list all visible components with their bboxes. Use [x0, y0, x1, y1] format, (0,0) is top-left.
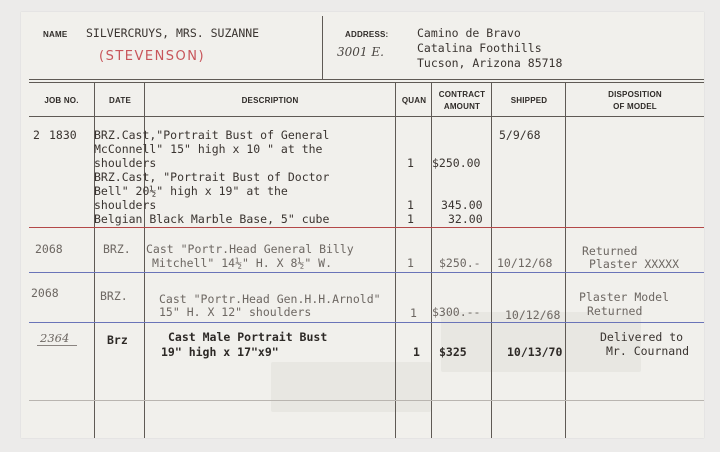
column-of-model: OF MODEL	[613, 102, 657, 111]
row1-quantity: 1	[407, 212, 414, 226]
column-quan: QUAN	[401, 96, 427, 105]
row4-disposition-line: Mr. Cournand	[606, 344, 690, 358]
row2-quantity: 1	[407, 256, 414, 270]
row1-quantity: 1	[407, 156, 414, 170]
row3-disposition-line: Returned	[587, 304, 643, 318]
row2-rule	[29, 272, 704, 273]
row1-job-no: 1830	[49, 128, 77, 142]
column-divider	[491, 82, 492, 438]
address-line-2: Catalina Foothills	[417, 41, 542, 55]
row4-disposition-line: Delivered to	[600, 330, 684, 344]
row1-amount: 32.00	[448, 212, 483, 226]
customer-name: SILVERCRUYS, MRS. SUZANNE	[86, 26, 260, 40]
column-shipped: SHIPPED	[510, 96, 548, 105]
row2-job-no: 2068	[35, 242, 63, 256]
row3-amount: $300.--	[432, 305, 481, 319]
row2-desc-line: Cast "Portr.Head General Billy	[146, 242, 354, 256]
column-amount: AMOUNT	[443, 102, 481, 111]
row4-job-no: 2364	[40, 331, 70, 345]
row3-date: BRZ.	[100, 289, 128, 303]
row3-disposition-line: Plaster Model	[579, 290, 670, 304]
row1-desc-line: shoulders	[94, 156, 157, 170]
row3-desc-line: Cast "Portr.Head Gen.H.H.Arnold"	[159, 292, 381, 306]
header-divider	[322, 16, 323, 80]
row1-amount: $250.00	[432, 156, 481, 170]
column-date: DATE	[109, 96, 131, 105]
column-divider	[395, 82, 396, 438]
paper-stain	[271, 362, 431, 412]
address-line-1: Camino de Bravo	[417, 26, 521, 40]
row1-desc-line: Belgian Black Marble Base, 5" cube	[94, 212, 330, 226]
column-description: DESCRIPTION	[241, 96, 299, 105]
row4-amount: $325	[439, 345, 467, 359]
row3-desc-line: 15" H. X 12" shoulders	[159, 305, 312, 319]
row2-disposition-line: Plaster XXXXX	[589, 257, 680, 271]
row1-job-prefix: 2	[33, 128, 40, 142]
header-rule	[29, 82, 704, 83]
row4-date: Brz	[107, 333, 128, 347]
row1-desc-line: Bell" 20½" high x 19" at the	[94, 184, 288, 198]
row3-rule	[29, 322, 704, 323]
column-divider	[431, 82, 432, 438]
address-street-note: 3001 E.	[337, 45, 384, 59]
row4-quantity: 1	[413, 345, 420, 359]
row3-quantity: 1	[410, 306, 417, 320]
row1-shipped: 5/9/68	[499, 128, 541, 142]
column-divider	[565, 82, 566, 438]
row2-shipped: 10/12/68	[497, 256, 553, 270]
row1-desc-line: BRZ.Cast,"Portrait Bust of General	[94, 128, 330, 142]
row4-desc-line: Cast Male Portrait Bust	[168, 330, 328, 344]
row2-date: BRZ.	[103, 242, 131, 256]
row1-desc-line: shoulders	[94, 198, 157, 212]
row2-disposition-line: Returned	[582, 244, 638, 258]
column-disposition: DISPOSITION	[608, 90, 662, 99]
column-job-no: JOB NO.	[44, 96, 79, 105]
row4-desc-line: 19" high x 17"x9"	[161, 345, 279, 359]
column-contract: CONTRACT	[438, 90, 486, 99]
row1-amount: 345.00	[441, 198, 483, 212]
row2-amount: $250.-	[439, 256, 481, 270]
maiden-name-annotation: (STEVENSON)	[99, 49, 206, 64]
row3-shipped: 10/12/68	[505, 308, 561, 322]
address-line-3: Tucson, Arizona 85718	[417, 56, 563, 70]
row4-shipped: 10/13/70	[507, 345, 563, 359]
row4-job-underline	[37, 345, 77, 346]
blank-row-rule	[29, 400, 704, 401]
row1-quantity: 1	[407, 198, 414, 212]
row1-red-rule	[29, 227, 704, 228]
row1-desc-line: BRZ.Cast, "Portrait Bust of Doctor	[94, 170, 330, 184]
row3-job-no: 2068	[31, 286, 59, 300]
address-label: ADDRESS:	[345, 30, 389, 39]
record-card	[21, 12, 704, 438]
column-header-rule	[29, 116, 704, 117]
row1-desc-line: McConnell" 15" high x 10 " at the	[94, 142, 323, 156]
header-rule	[29, 79, 704, 80]
name-label: NAME	[43, 30, 68, 39]
row2-desc-line: Mitchell" 14½" H. X 8½" W.	[152, 256, 333, 270]
